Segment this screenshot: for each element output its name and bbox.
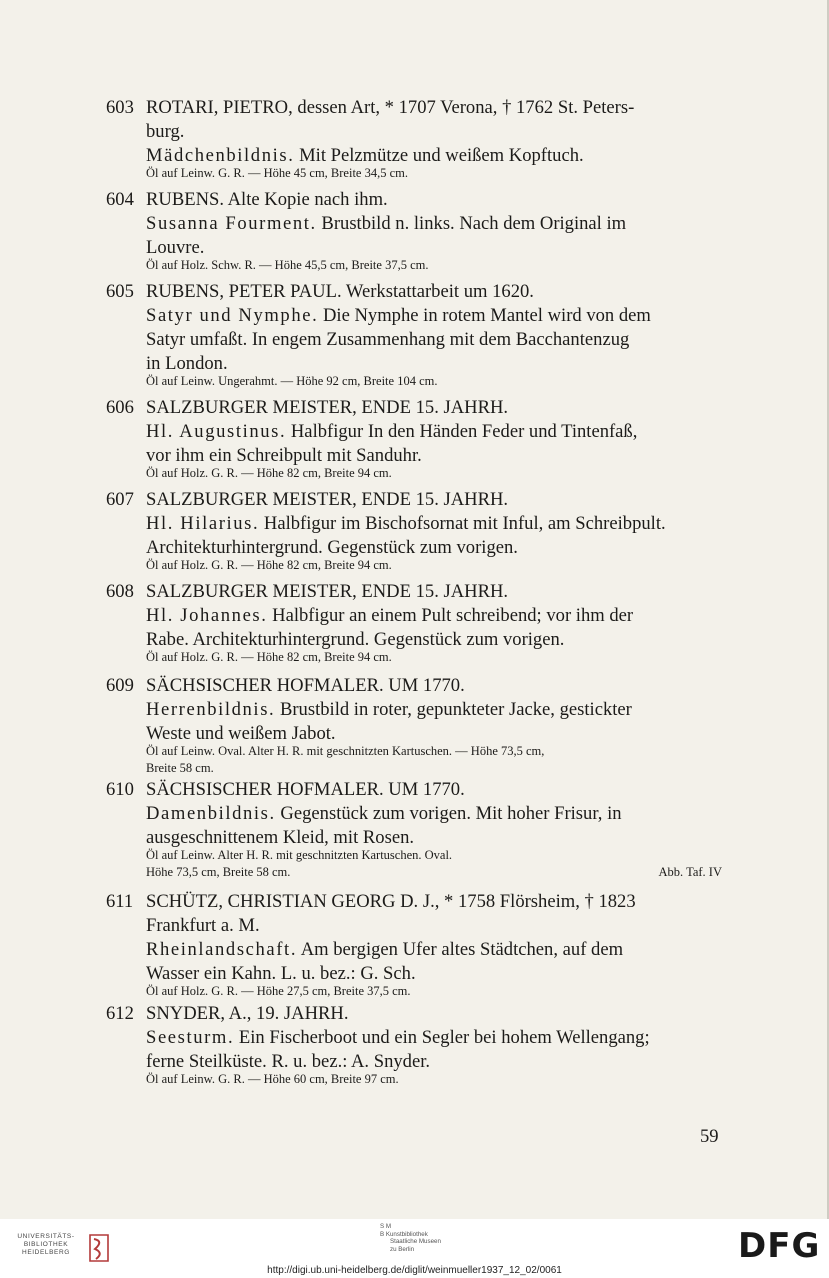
entry-heading	[106, 580, 726, 604]
entry-heading	[106, 778, 726, 802]
university-library-logo[interactable]	[10, 1229, 120, 1267]
lot-number: 608	[106, 581, 134, 602]
entry-details	[146, 649, 726, 665]
entry-heading	[106, 674, 726, 698]
university-logo-line: BIBLIOTHEK	[23, 1241, 69, 1248]
lot-number: 607	[106, 489, 134, 510]
lot-number: 605	[106, 281, 134, 302]
description-text: Louvre.	[146, 237, 205, 258]
entry-heading	[106, 890, 726, 914]
entry-heading	[106, 488, 726, 512]
entry-description	[146, 304, 726, 328]
description-text: Architekturhintergrund. Gegenstück zum vorigen.	[146, 537, 518, 558]
artist-name: SNYDER, A., 19. JAHRH.	[146, 1003, 349, 1024]
entry-description	[146, 914, 726, 938]
artwork-description: Gegenstück zum vorigen. Mit hoher Frisur, in	[275, 803, 622, 824]
description-text: burg.	[146, 121, 185, 142]
artwork-description: Brustbild n. links. Nach dem Original im	[316, 213, 627, 234]
dfg-logo[interactable]: DFG	[738, 1226, 821, 1266]
artwork-title: Rheinlandschaft.	[146, 939, 298, 960]
entry-details	[146, 557, 726, 573]
artwork-description: Halbfigur im Bischofsornat mit Inful, am Schreibpult.	[259, 513, 666, 534]
artwork-title: Hl. Augustinus.	[146, 421, 287, 442]
entry-heading	[106, 280, 726, 304]
kunstbibliothek-stamp	[380, 1223, 460, 1253]
entry-details	[146, 760, 726, 776]
entry-description	[146, 120, 726, 144]
entry-details-text: Breite 58 cm.	[146, 761, 214, 775]
entry-description	[146, 604, 726, 628]
entry-details-text: Öl auf Holz. G. R. — Höhe 82 cm, Breite 94 cm.	[146, 558, 392, 572]
entry-details	[146, 1071, 726, 1087]
artist-name: RUBENS. Alte Kopie nach ihm.	[146, 189, 388, 210]
lot-number: 612	[106, 1003, 134, 1024]
entry-description	[146, 212, 726, 236]
artwork-description: Am bergigen Ufer altes Städtchen, auf dem	[297, 939, 624, 960]
description-text: in London.	[146, 353, 228, 374]
entry-description	[146, 328, 726, 352]
artwork-title: Susanna Fourment.	[146, 213, 317, 234]
entry-description	[146, 938, 726, 962]
university-logo-line: HEIDELBERG	[22, 1249, 70, 1256]
description-text: Wasser ein Kahn. L. u. bez.: G. Sch.	[146, 963, 416, 984]
artist-name: SÄCHSISCHER HOFMALER. UM 1770.	[146, 675, 465, 696]
description-text: vor ihm ein Schreibpult mit Sanduhr.	[146, 445, 422, 466]
entry-heading	[106, 396, 726, 420]
footer-bar	[0, 1219, 829, 1278]
entry-details	[146, 165, 726, 181]
description-text: Frankfurt a. M.	[146, 915, 260, 936]
artwork-title: Hl. Johannes.	[146, 605, 268, 626]
entry-details-text: Öl auf Leinw. G. R. — Höhe 45 cm, Breite 34,5 cm.	[146, 166, 408, 180]
university-emblem-icon	[86, 1233, 112, 1263]
entry-details-text: Öl auf Holz. G. R. — Höhe 27,5 cm, Breite 37,5 cm.	[146, 984, 411, 998]
artwork-description: Ein Fischerboot und ein Segler bei hohem Wellengang;	[234, 1027, 650, 1048]
description-text: Satyr umfaßt. In engem Zusammenhang mit dem Bacchantenzug	[146, 329, 630, 350]
page-number: 59	[700, 1126, 719, 1147]
entry-details-text: Öl auf Leinw. G. R. — Höhe 60 cm, Breite 97 cm.	[146, 1072, 399, 1086]
artwork-title: Seesturm.	[146, 1027, 235, 1048]
stamp-line: S M	[380, 1223, 392, 1230]
entry-heading	[106, 1002, 726, 1026]
entry-details-text: Höhe 73,5 cm, Breite 58 cm.	[146, 865, 291, 879]
entry-details	[146, 847, 726, 863]
artwork-description: Halbfigur an einem Pult schreibend; vor ihm der	[267, 605, 634, 626]
entry-heading	[106, 96, 726, 120]
university-logo-line: UNIVERSITÄTS-	[17, 1233, 75, 1240]
artwork-title: Mädchenbildnis.	[146, 145, 295, 166]
stamp-line: zu Berlin	[390, 1245, 415, 1253]
entry-details	[146, 743, 726, 759]
artist-name: RUBENS, PETER PAUL. Werkstattarbeit um 1620.	[146, 281, 534, 302]
entry-details-text: Öl auf Holz. G. R. — Höhe 82 cm, Breite 94 cm.	[146, 466, 392, 480]
artwork-title: Damenbildnis.	[146, 803, 276, 824]
entry-description	[146, 1026, 726, 1050]
entry-heading	[106, 188, 726, 212]
entry-details	[146, 983, 726, 999]
entry-description	[146, 698, 726, 722]
artist-name: SALZBURGER MEISTER, ENDE 15. JAHRH.	[146, 397, 509, 418]
entry-details-text: Öl auf Leinw. Oval. Alter H. R. mit geschnitzten Kartuschen. — Höhe 73,5 cm,	[146, 744, 545, 758]
lot-number: 603	[106, 97, 134, 118]
entry-details-text: Öl auf Leinw. Ungerahmt. — Höhe 92 cm, Breite 104 cm.	[146, 374, 438, 388]
artwork-title: Satyr und Nymphe.	[146, 305, 319, 326]
artist-name: ROTARI, PIETRO, dessen Art, * 1707 Verona, † 1762 St. Peters-	[146, 97, 635, 118]
entry-details-text: Öl auf Leinw. Alter H. R. mit geschnitzten Kartuschen. Oval.	[146, 848, 453, 862]
entry-details	[146, 465, 726, 481]
artist-name: SALZBURGER MEISTER, ENDE 15. JAHRH.	[146, 489, 509, 510]
artist-name: SCHÜTZ, CHRISTIAN GEORG D. J., * 1758 Flörsheim, † 1823	[146, 891, 636, 912]
artwork-description: Die Nymphe in rotem Mantel wird von dem	[318, 305, 651, 326]
artist-name: SALZBURGER MEISTER, ENDE 15. JAHRH.	[146, 581, 509, 602]
artwork-description: Halbfigur In den Händen Feder und Tintenfaß,	[286, 421, 638, 442]
description-text: ausgeschnittenem Kleid, mit Rosen.	[146, 827, 415, 848]
entry-description	[146, 420, 726, 444]
artwork-description: Brustbild in roter, gepunkteter Jacke, gestickter	[275, 699, 632, 720]
plate-reference: Abb. Taf. IV	[658, 865, 722, 879]
artwork-title: Herrenbildnis.	[146, 699, 276, 720]
artwork-title: Hl. Hilarius.	[146, 513, 260, 534]
entry-details	[146, 373, 726, 389]
entry-details	[146, 864, 726, 880]
entry-details	[146, 257, 726, 273]
stamp-line: B Kunstbibliothek	[380, 1230, 428, 1238]
entry-details-text: Öl auf Holz. G. R. — Höhe 82 cm, Breite 94 cm.	[146, 650, 392, 664]
lot-number: 604	[106, 189, 134, 210]
description-text: Weste und weißem Jabot.	[146, 723, 336, 744]
description-text: ferne Steilküste. R. u. bez.: A. Snyder.	[146, 1051, 431, 1072]
permalink-url[interactable]: http://digi.ub.uni-heidelberg.de/diglit/weinmueller1937_12_02/0061	[267, 1265, 562, 1276]
description-text: Rabe. Architekturhintergrund. Gegenstück zum vorigen.	[146, 629, 565, 650]
lot-number: 610	[106, 779, 134, 800]
stamp-line: Staatliche Museen	[390, 1238, 441, 1245]
artist-name: SÄCHSISCHER HOFMALER. UM 1770.	[146, 779, 465, 800]
artwork-description: Mit Pelzmütze und weißem Kopftuch.	[294, 145, 584, 166]
entry-details-text: Öl auf Holz. Schw. R. — Höhe 45,5 cm, Breite 37,5 cm.	[146, 258, 429, 272]
lot-number: 611	[106, 891, 134, 912]
entry-description	[146, 512, 726, 536]
entry-description	[146, 802, 726, 826]
lot-number: 606	[106, 397, 134, 418]
lot-number: 609	[106, 675, 134, 696]
